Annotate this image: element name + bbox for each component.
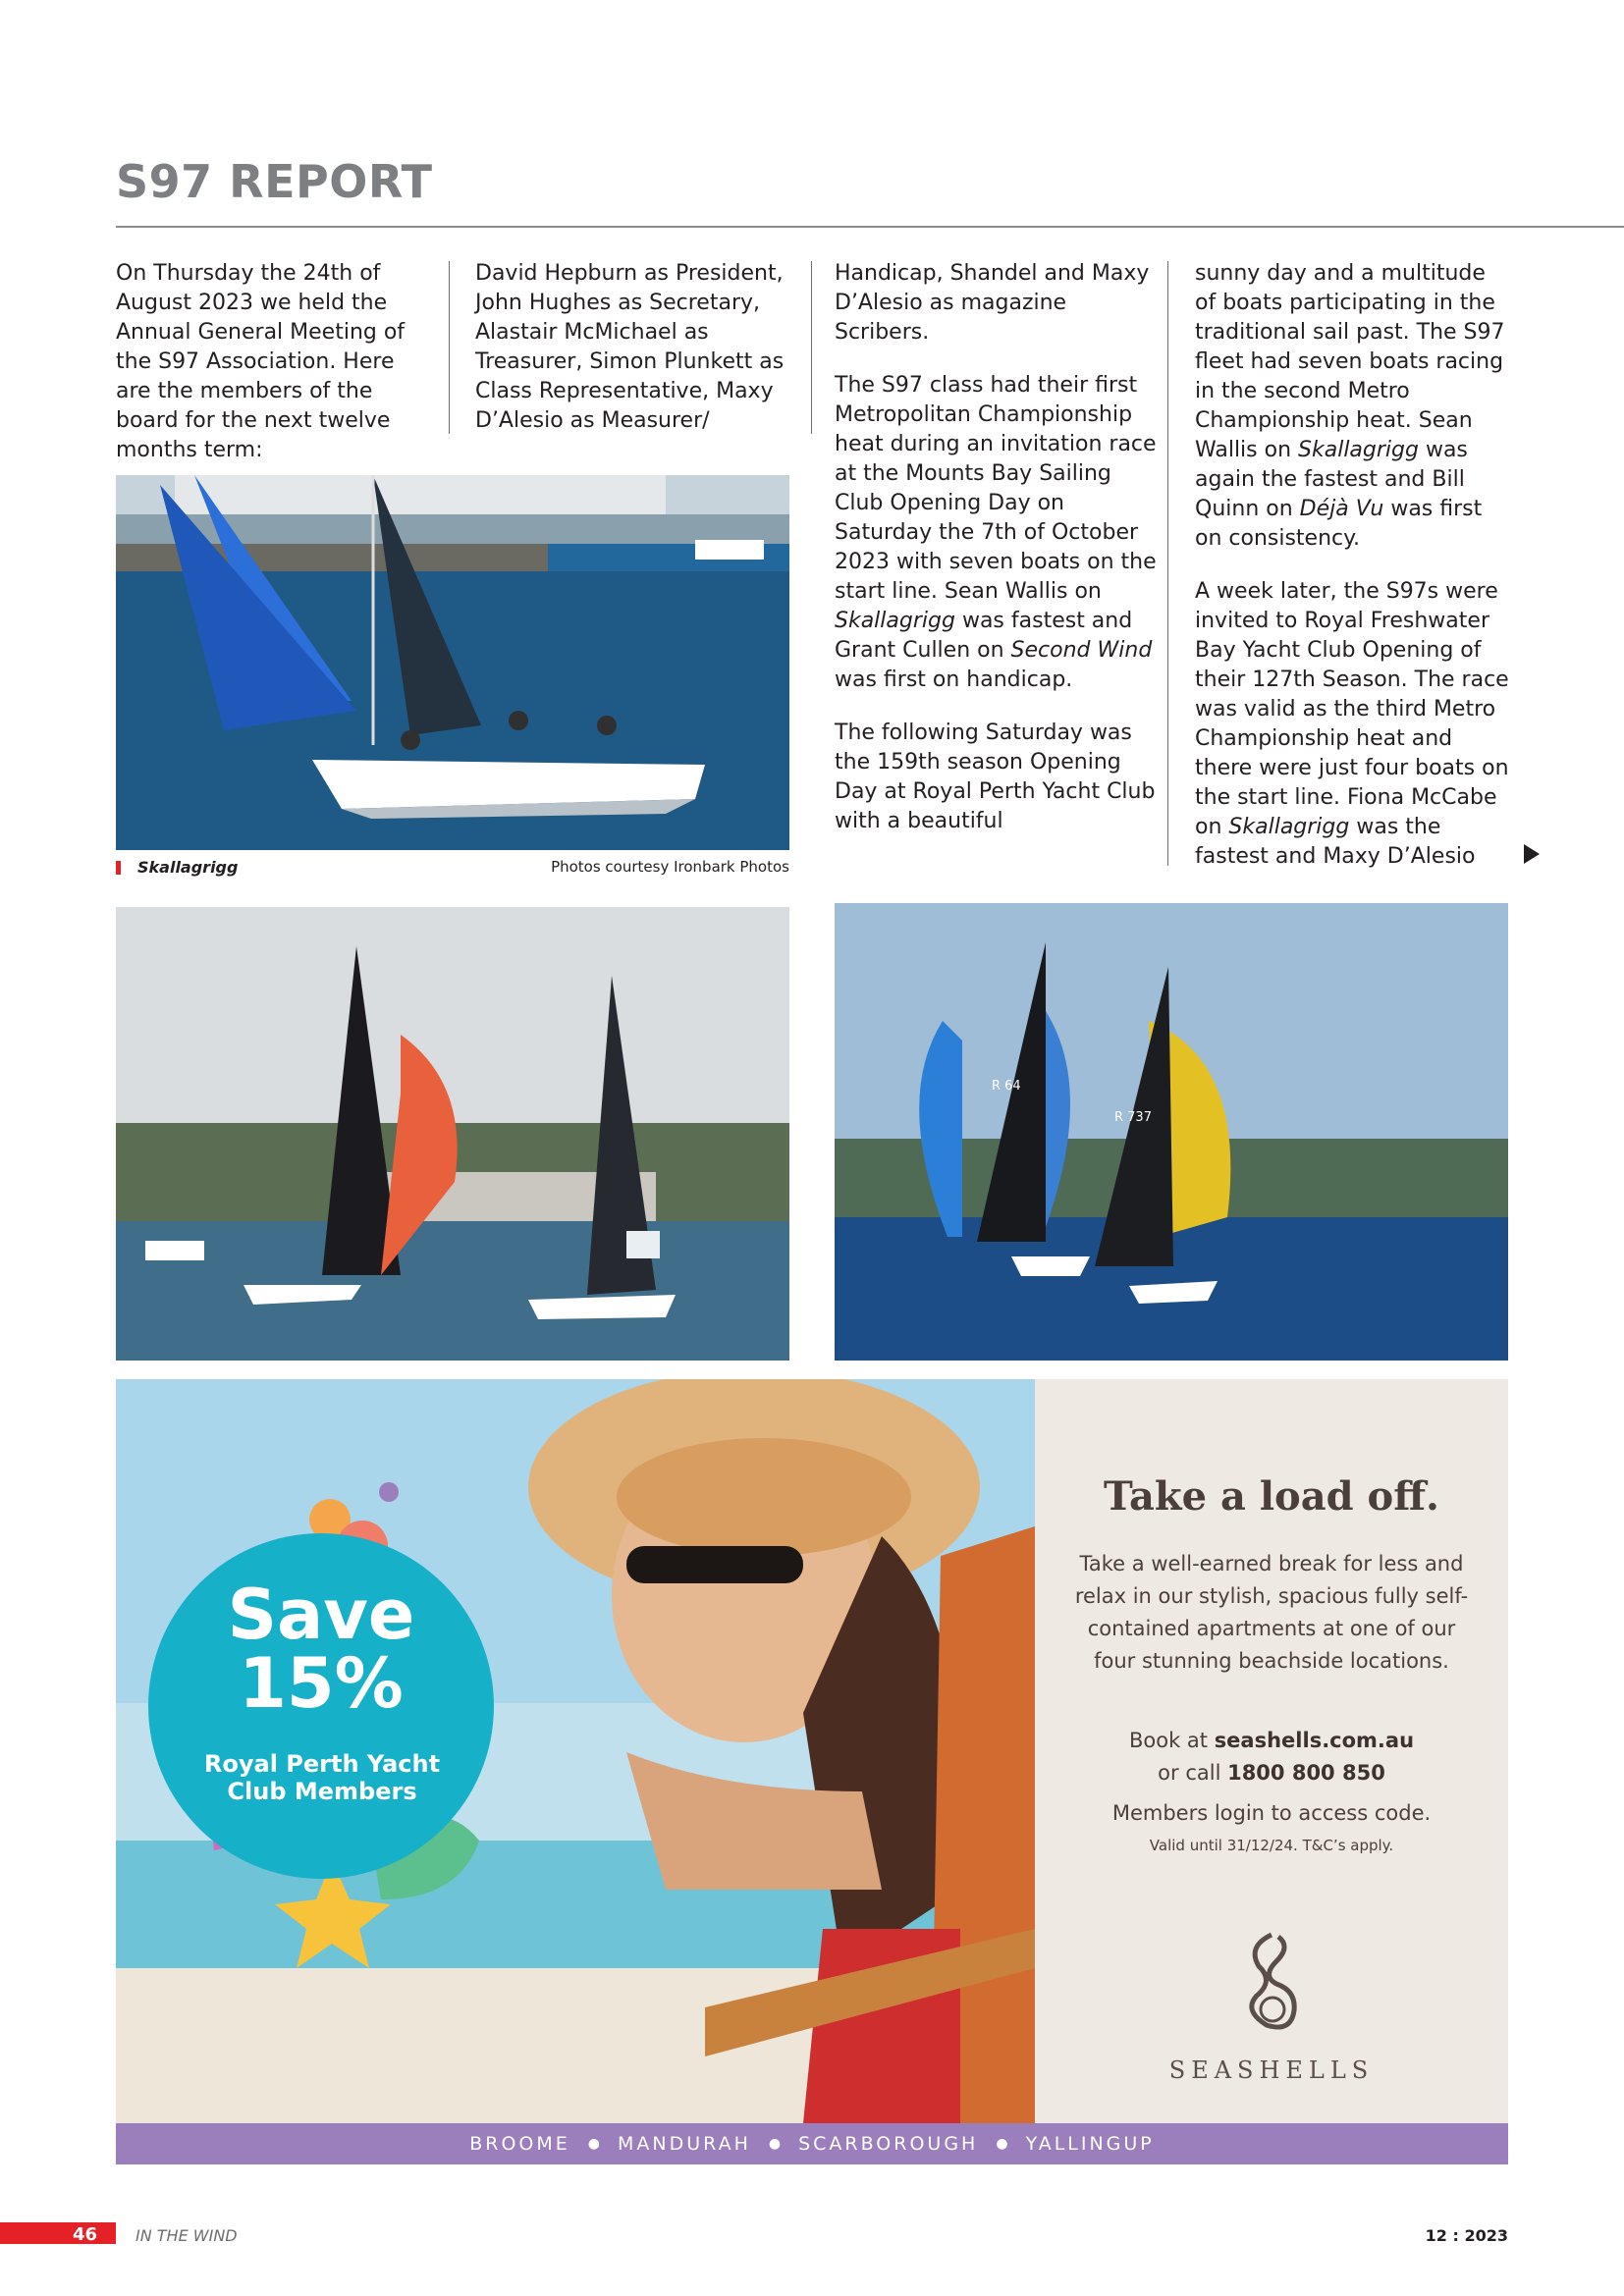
ad-headline: Take a load off. xyxy=(1104,1473,1439,1520)
column-divider xyxy=(1167,261,1168,866)
photo-caption: Skallagrigg xyxy=(137,858,239,877)
ad-body: Take a well-earned break for less and relax in our stylish, spacious fully self-contained apartments at one of our four stunning beachside locations. xyxy=(1074,1552,1469,1673)
paragraph: sunny day and a multitude of boats participating in the traditional sail past. The S97 fleet had seven boats racing in the second Metro Championship heat. Sean Wallis on Skallagrigg was again the fastest and Bill Quinn on Déjà Vu was first on consistency. xyxy=(1195,261,1505,551)
footer-accent xyxy=(0,2222,116,2244)
paragraph: The following Saturday was the 159th season Opening Day at Royal Perth Yacht Club with a beautiful xyxy=(835,721,1156,833)
discount-members: Royal Perth Yacht Club Members xyxy=(203,1750,441,1805)
ad-locations-bar xyxy=(116,2123,1508,2164)
title-rule xyxy=(116,226,1624,228)
publication-name: IN THE WIND xyxy=(135,2226,238,2245)
photo-race-orange-spinnaker xyxy=(116,907,789,1361)
ad-phone[interactable]: 1800 800 850 xyxy=(1227,1761,1385,1785)
ad-terms: Valid until 31/12/24. T&C’s apply. xyxy=(1149,1837,1394,1854)
ad-copy-panel xyxy=(1035,1379,1508,2123)
text-column-1 xyxy=(116,259,428,465)
sail-number: R 64 xyxy=(992,1079,1021,1094)
ad-brand: SEASHELLS xyxy=(1168,2056,1375,2084)
photo-race-blue-yellow-spinnakers xyxy=(835,903,1508,1361)
paragraph: The S97 class had their first Metropolitan Championship heat during an invitation race at the Mounts Bay Sailing Club Opening Day on Saturday the 7th of October 2023 with seven boats on the start line. Sean Wallis on Skallagrigg was fastest and Grant Cullen on Second Wind was first on handicap. xyxy=(835,373,1157,692)
seashells-advertisement xyxy=(116,1379,1508,2164)
page-title: S97 REPORT xyxy=(116,155,433,208)
location: SCARBOROUGH xyxy=(798,2133,979,2155)
paragraph: Handicap, Shandel and Maxy D’Alesio as magazine Scribers. xyxy=(835,261,1150,345)
issue-number: 12 : 2023 xyxy=(1425,2226,1508,2245)
location: BROOME xyxy=(469,2133,570,2155)
column-divider xyxy=(449,261,450,434)
text-column-2 xyxy=(475,259,789,436)
photo-skallagrigg xyxy=(116,475,789,850)
separator: ● xyxy=(768,2136,782,2152)
ad-members-login: Members login to access code. xyxy=(1111,1801,1432,1825)
discount-headline: Save 15% xyxy=(227,1575,415,1724)
location: YALLINGUP xyxy=(1025,2133,1155,2155)
text-column-3 xyxy=(835,259,1159,836)
paragraph: A week later, the S97s were invited to Royal Freshwater Bay Yacht Club Opening of their 127th Season. The race was valid as the third Metro Championship heat and there were just four boats on the start line. Fiona McCabe on Skallagrigg was the fastest and Maxy D’Alesio xyxy=(1195,579,1509,869)
continue-arrow-icon xyxy=(1524,844,1540,864)
page-number: 46 xyxy=(73,2224,98,2245)
separator: ● xyxy=(587,2136,600,2152)
separator: ● xyxy=(996,2136,1008,2152)
ad-booking-info: Book at seashells.com.au or call 1800 800 850 xyxy=(1128,1729,1415,1785)
caption-marker xyxy=(116,861,121,875)
sail-number: R 737 xyxy=(1114,1110,1152,1125)
photo-credit: Photos courtesy Ironbark Photos xyxy=(551,858,789,876)
text-column-4 xyxy=(1195,259,1509,872)
seashells-logo-icon xyxy=(1237,1927,1306,2035)
column-divider xyxy=(811,261,812,434)
ad-website-link[interactable]: seashells.com.au xyxy=(1214,1729,1415,1752)
paragraph: On Thursday the 24th of August 2023 we held the Annual General Meeting of the S97 Association. Here are the members of the board for the next twelve months term: xyxy=(116,261,406,462)
paragraph: David Hepburn as President, John Hughes as Secretary, Alastair McMichael as Treasurer, Simon Plunkett as Class Representative, Maxy D’Alesio as Measurer/ xyxy=(475,261,785,433)
location: MANDURAH xyxy=(618,2133,751,2155)
